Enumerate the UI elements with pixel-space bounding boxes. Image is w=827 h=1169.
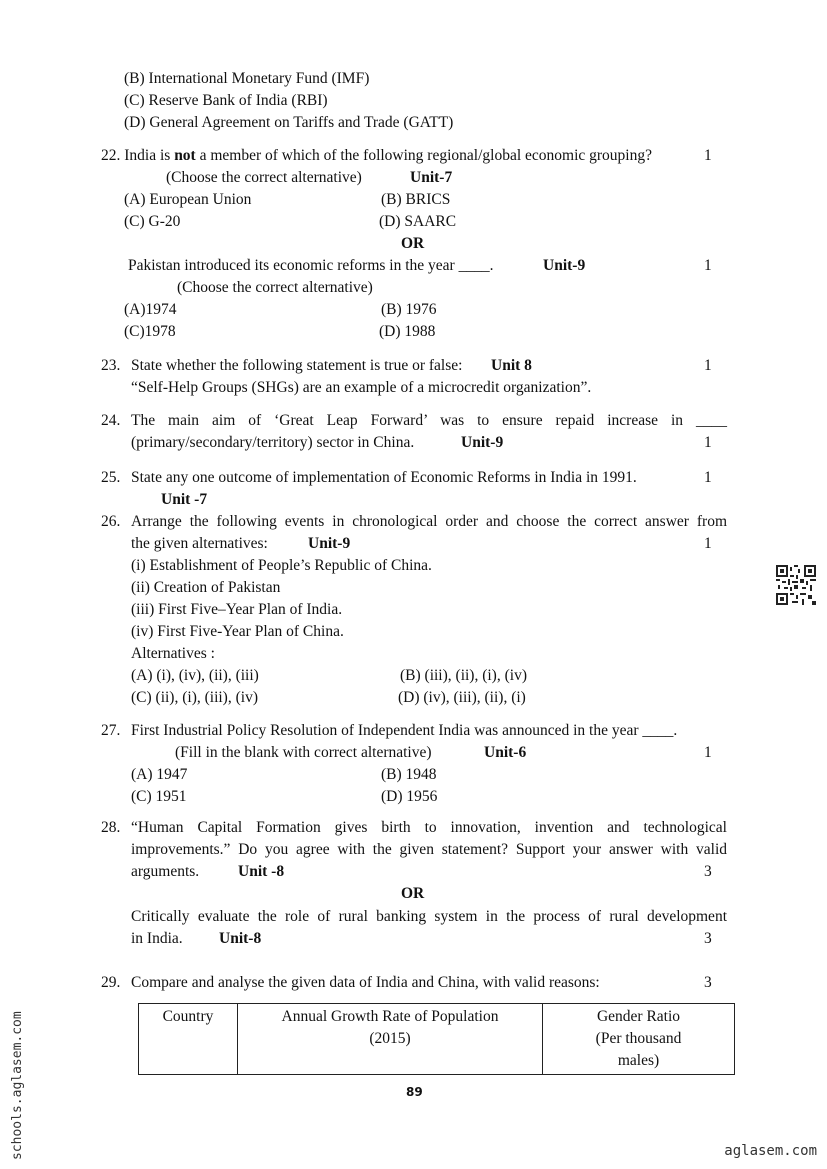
q26-line1: Arrange the following events in chronological order and choose the correct answer from [131,513,727,530]
q21-option-d: (D) General Agreement on Tariffs and Trade (GATT) [124,114,454,131]
q28-unit: Unit -8 [238,863,285,880]
q23-statement: “Self-Help Groups (SHGs) are an example of a microcredit organization”. [131,379,592,396]
q25-number: 25. [101,469,121,486]
table-header-country: Country [139,1004,238,1075]
table-header-growth-rate: Annual Growth Rate of Population (2015) [238,1004,543,1075]
q21-option-c: (C) Reserve Bank of India (RBI) [124,92,328,109]
q28-alt-line1: Critically evaluate the role of rural banking system in the process of rural development [131,908,727,925]
q22-alt-option-b: (B) 1976 [381,301,437,318]
q28-line2: improvements.” Do you agree with the given statement? Support your answer with valid [131,841,727,858]
q22-alt-option-d: (D) 1988 [379,323,436,340]
q22-or: OR [401,235,425,252]
q22-text-not: not [174,147,196,164]
q27-option-a: (A) 1947 [131,766,188,783]
q22-option-c: (C) G-20 [124,213,181,230]
q29-text: Compare and analyse the given data of India and China, with valid reasons: [131,974,600,991]
q22-marks: 1 [704,147,712,164]
q24-number: 24. [101,412,121,429]
q22-alt-marks: 1 [704,257,712,274]
q26-marks: 1 [704,535,712,552]
q26-event-3: (iii) First Five–Year Plan of India. [131,601,343,618]
q22-option-a: (A) European Union [124,191,252,208]
watermark-bottom: aglasem.com [724,1143,817,1159]
q25-unit: Unit -7 [161,491,208,508]
q27-instruction: (Fill in the blank with correct alternative) [175,744,432,761]
q26-option-b: (B) (iii), (ii), (i), (iv) [400,667,527,684]
q22-alt-text: Pakistan introduced its economic reforms in the year ____. [128,257,494,274]
q22-alt-option-c: (C)1978 [124,323,176,340]
q28-or: OR [401,885,425,902]
q27-marks: 1 [704,744,712,761]
q27-unit: Unit-6 [484,744,527,761]
q22-unit: Unit-7 [410,169,453,186]
q26-line2: the given alternatives: [131,535,268,552]
q29-number: 29. [101,974,121,991]
q25-text: State any one outcome of implementation of Economic Reforms in India in 1991. [131,469,637,486]
q22-question [101,146,652,166]
table-header-row [139,1004,735,1075]
q22-alt-unit: Unit-9 [543,257,586,274]
q27-option-d: (D) 1956 [381,788,438,805]
q28-marks: 3 [704,863,712,880]
q28-alt-line2: in India. [131,930,183,947]
q28-number: 28. [101,819,121,836]
q23-text: State whether the following statement is true or false: [131,357,463,374]
q22-number: 22. [101,147,121,164]
q26-event-1: (i) Establishment of People’s Republic of China. [131,557,432,574]
q26-number: 26. [101,513,121,530]
qr-code-image [776,565,816,605]
q22-alt-option-a: (A)1974 [124,301,177,318]
q24-marks: 1 [704,434,712,451]
q26-event-2: (ii) Creation of Pakistan [131,579,281,596]
page-number: 89 [406,1085,423,1099]
q26-option-a: (A) (i), (iv), (ii), (iii) [131,667,259,684]
q22-option-b: (B) BRICS [381,191,451,208]
q22-text-b: a member of which of the following regional/global economic grouping? [199,147,652,164]
q24-line1: The main aim of ‘Great Leap Forward’ was to ensure repaid increase in ____ [131,412,727,429]
q22-alt-instruction: (Choose the correct alternative) [177,279,373,296]
table-header-gender-ratio: Gender Ratio (Per thousand males) [543,1004,735,1075]
q26-event-4: (iv) First Five-Year Plan of China. [131,623,344,640]
q21-option-b: (B) International Monetary Fund (IMF) [124,70,370,87]
q27-option-c: (C) 1951 [131,788,187,805]
q27-text: First Industrial Policy Resolution of Independent India was announced in the year ____. [131,722,678,739]
q28-alt-unit: Unit-8 [219,930,262,947]
q22-text-a: India is [124,147,171,164]
q23-unit: Unit 8 [491,357,532,374]
q27-option-b: (B) 1948 [381,766,437,783]
q22-option-d: (D) SAARC [379,213,457,230]
watermark-side: schools.aglasem.com [10,1011,25,1160]
q29-data-table [138,1003,735,1075]
q26-alternatives-label: Alternatives : [131,645,215,662]
q27-number: 27. [101,722,121,739]
q26-option-c: (C) (ii), (i), (iii), (iv) [131,689,258,706]
q28-alt-marks: 3 [704,930,712,947]
q29-marks: 3 [704,974,712,991]
q28-line3: arguments. [131,863,200,880]
q25-marks: 1 [704,469,712,486]
q26-unit: Unit-9 [308,535,351,552]
q26-option-d: (D) (iv), (iii), (ii), (i) [398,689,526,706]
q24-line2: (primary/secondary/territory) sector in China. [131,434,415,451]
q22-instruction: (Choose the correct alternative) [166,169,362,186]
q23-marks: 1 [704,357,712,374]
q24-unit: Unit-9 [461,434,504,451]
q28-line1: “Human Capital Formation gives birth to innovation, invention and technological [131,819,727,836]
q23-number: 23. [101,357,121,374]
